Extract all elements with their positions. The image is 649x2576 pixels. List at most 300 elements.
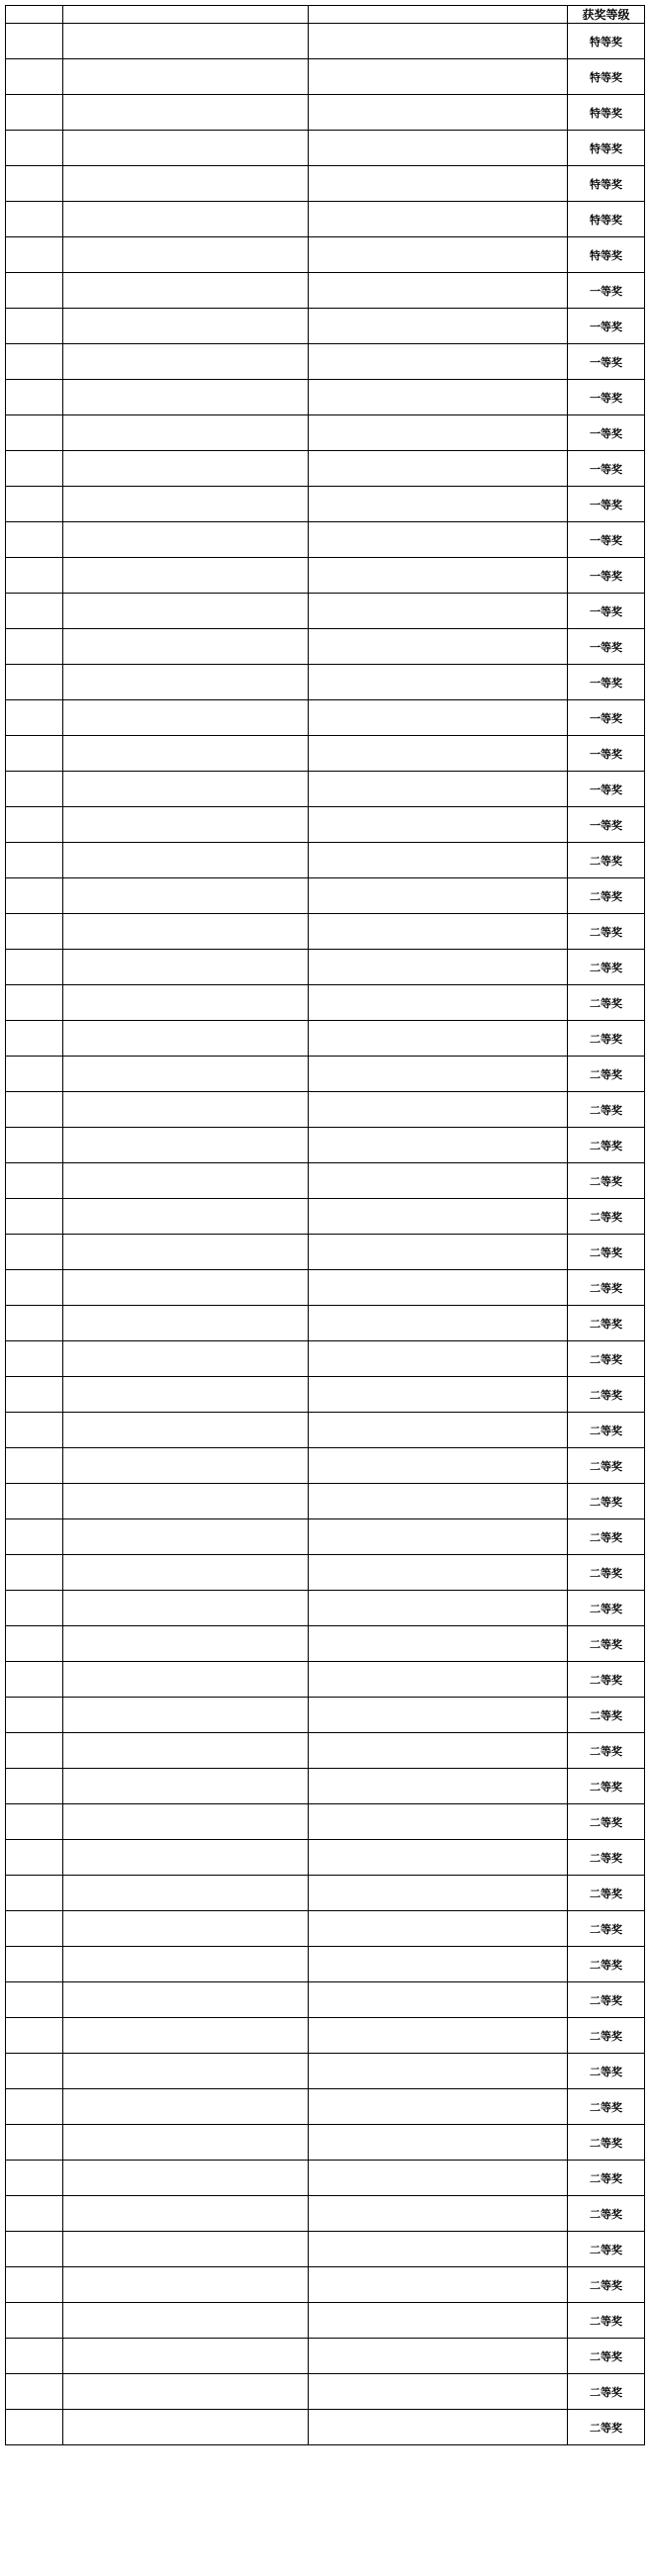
cell-level: 一等奖 bbox=[568, 415, 645, 451]
column-header-no bbox=[6, 6, 63, 24]
cell-unit bbox=[309, 736, 568, 772]
cell-unit bbox=[309, 1733, 568, 1769]
cell-title bbox=[63, 1982, 309, 2018]
table-row bbox=[6, 380, 645, 415]
cell-title bbox=[63, 1057, 309, 1092]
cell-title bbox=[63, 843, 309, 878]
cell-no bbox=[6, 2232, 63, 2267]
cell-unit bbox=[309, 2339, 568, 2374]
table-row bbox=[6, 2125, 645, 2161]
cell-unit bbox=[309, 24, 568, 59]
cell-unit bbox=[309, 451, 568, 487]
cell-unit bbox=[309, 914, 568, 950]
cell-no bbox=[6, 1769, 63, 1804]
cell-title bbox=[63, 1769, 309, 1804]
table-header-row bbox=[6, 6, 645, 24]
table-row bbox=[6, 878, 645, 914]
table-row bbox=[6, 950, 645, 985]
table-row bbox=[6, 985, 645, 1021]
cell-level: 二等奖 bbox=[568, 2018, 645, 2054]
cell-level: 二等奖 bbox=[568, 1876, 645, 1911]
cell-title bbox=[63, 1911, 309, 1947]
cell-title bbox=[63, 2125, 309, 2161]
cell-no bbox=[6, 1662, 63, 1698]
cell-title bbox=[63, 1341, 309, 1377]
cell-title bbox=[63, 309, 309, 344]
table-row bbox=[6, 1626, 645, 1662]
table-row bbox=[6, 736, 645, 772]
cell-level: 二等奖 bbox=[568, 1591, 645, 1626]
cell-title bbox=[63, 415, 309, 451]
cell-unit bbox=[309, 95, 568, 131]
cell-title bbox=[63, 1021, 309, 1057]
cell-no bbox=[6, 1911, 63, 1947]
cell-no bbox=[6, 985, 63, 1021]
cell-no bbox=[6, 807, 63, 843]
cell-title bbox=[63, 131, 309, 166]
cell-no bbox=[6, 2125, 63, 2161]
cell-title bbox=[63, 878, 309, 914]
table-row bbox=[6, 2374, 645, 2410]
cell-unit bbox=[309, 2232, 568, 2267]
cell-unit bbox=[309, 273, 568, 309]
cell-level: 二等奖 bbox=[568, 1982, 645, 2018]
cell-level: 二等奖 bbox=[568, 1840, 645, 1876]
cell-title bbox=[63, 1555, 309, 1591]
cell-title bbox=[63, 1448, 309, 1484]
cell-level: 二等奖 bbox=[568, 2339, 645, 2374]
cell-unit bbox=[309, 1270, 568, 1306]
cell-level: 一等奖 bbox=[568, 344, 645, 380]
cell-unit bbox=[309, 843, 568, 878]
table-row bbox=[6, 344, 645, 380]
cell-level: 一等奖 bbox=[568, 380, 645, 415]
cell-no bbox=[6, 24, 63, 59]
cell-level: 特等奖 bbox=[568, 131, 645, 166]
table-row bbox=[6, 1519, 645, 1555]
table-row bbox=[6, 843, 645, 878]
cell-level: 二等奖 bbox=[568, 1057, 645, 1092]
cell-level: 二等奖 bbox=[568, 2125, 645, 2161]
cell-no bbox=[6, 843, 63, 878]
cell-no bbox=[6, 2303, 63, 2339]
cell-title bbox=[63, 1519, 309, 1555]
table-row bbox=[6, 1591, 645, 1626]
table-row bbox=[6, 415, 645, 451]
cell-title bbox=[63, 95, 309, 131]
table-row bbox=[6, 1270, 645, 1306]
cell-no bbox=[6, 2410, 63, 2445]
cell-level: 特等奖 bbox=[568, 202, 645, 237]
table-row bbox=[6, 2054, 645, 2089]
cell-level: 二等奖 bbox=[568, 878, 645, 914]
cell-unit bbox=[309, 807, 568, 843]
cell-level: 二等奖 bbox=[568, 2374, 645, 2410]
cell-title bbox=[63, 985, 309, 1021]
table-row bbox=[6, 2089, 645, 2125]
table-row bbox=[6, 1876, 645, 1911]
cell-no bbox=[6, 1341, 63, 1377]
cell-level: 二等奖 bbox=[568, 1341, 645, 1377]
table-row bbox=[6, 2267, 645, 2303]
cell-level: 二等奖 bbox=[568, 1092, 645, 1128]
cell-no bbox=[6, 1555, 63, 1591]
table-row bbox=[6, 59, 645, 95]
table-row bbox=[6, 166, 645, 202]
awards-table bbox=[5, 5, 645, 2445]
cell-no bbox=[6, 1840, 63, 1876]
cell-no bbox=[6, 344, 63, 380]
cell-level: 一等奖 bbox=[568, 594, 645, 629]
cell-title bbox=[63, 522, 309, 558]
cell-title bbox=[63, 2018, 309, 2054]
cell-level: 二等奖 bbox=[568, 1519, 645, 1555]
cell-no bbox=[6, 594, 63, 629]
cell-level: 二等奖 bbox=[568, 2161, 645, 2196]
cell-no bbox=[6, 1484, 63, 1519]
cell-title bbox=[63, 59, 309, 95]
cell-title bbox=[63, 1092, 309, 1128]
table-row bbox=[6, 1555, 645, 1591]
cell-unit bbox=[309, 1128, 568, 1163]
cell-title bbox=[63, 24, 309, 59]
cell-title bbox=[63, 1840, 309, 1876]
cell-unit bbox=[309, 1199, 568, 1235]
table-row bbox=[6, 594, 645, 629]
cell-title bbox=[63, 1270, 309, 1306]
cell-unit bbox=[309, 1804, 568, 1840]
table-row bbox=[6, 914, 645, 950]
cell-unit bbox=[309, 1092, 568, 1128]
table-row bbox=[6, 1982, 645, 2018]
cell-title bbox=[63, 451, 309, 487]
cell-title bbox=[63, 914, 309, 950]
cell-no bbox=[6, 1733, 63, 1769]
cell-level: 二等奖 bbox=[568, 1377, 645, 1413]
table-row bbox=[6, 1662, 645, 1698]
cell-no bbox=[6, 2374, 63, 2410]
cell-unit bbox=[309, 665, 568, 700]
cell-no bbox=[6, 2054, 63, 2089]
cell-unit bbox=[309, 2374, 568, 2410]
cell-no bbox=[6, 1163, 63, 1199]
table-row bbox=[6, 1840, 645, 1876]
table-row bbox=[6, 273, 645, 309]
column-header-level: 获奖等级 bbox=[568, 6, 645, 24]
cell-level: 二等奖 bbox=[568, 1662, 645, 1698]
table-row bbox=[6, 1235, 645, 1270]
table-row bbox=[6, 1698, 645, 1733]
cell-title bbox=[63, 344, 309, 380]
table-row bbox=[6, 2303, 645, 2339]
cell-unit bbox=[309, 629, 568, 665]
cell-no bbox=[6, 1270, 63, 1306]
cell-level: 二等奖 bbox=[568, 950, 645, 985]
cell-title bbox=[63, 2161, 309, 2196]
cell-level: 二等奖 bbox=[568, 2054, 645, 2089]
cell-level: 二等奖 bbox=[568, 1270, 645, 1306]
cell-no bbox=[6, 878, 63, 914]
cell-unit bbox=[309, 985, 568, 1021]
cell-title bbox=[63, 1163, 309, 1199]
cell-level: 一等奖 bbox=[568, 273, 645, 309]
cell-title bbox=[63, 1804, 309, 1840]
cell-unit bbox=[309, 558, 568, 594]
cell-title bbox=[63, 380, 309, 415]
cell-unit bbox=[309, 1911, 568, 1947]
cell-unit bbox=[309, 2267, 568, 2303]
table-row bbox=[6, 1448, 645, 1484]
cell-title bbox=[63, 700, 309, 736]
cell-no bbox=[6, 1876, 63, 1911]
cell-no bbox=[6, 522, 63, 558]
cell-unit bbox=[309, 1377, 568, 1413]
cell-unit bbox=[309, 1519, 568, 1555]
table-row bbox=[6, 1341, 645, 1377]
cell-unit bbox=[309, 237, 568, 273]
cell-no bbox=[6, 629, 63, 665]
cell-unit bbox=[309, 878, 568, 914]
cell-title bbox=[63, 1626, 309, 1662]
cell-title bbox=[63, 1484, 309, 1519]
cell-unit bbox=[309, 415, 568, 451]
cell-level: 特等奖 bbox=[568, 237, 645, 273]
cell-level: 二等奖 bbox=[568, 1911, 645, 1947]
cell-no bbox=[6, 309, 63, 344]
cell-unit bbox=[309, 2125, 568, 2161]
cell-no bbox=[6, 1413, 63, 1448]
table-row bbox=[6, 2232, 645, 2267]
cell-unit bbox=[309, 1698, 568, 1733]
cell-unit bbox=[309, 1840, 568, 1876]
cell-no bbox=[6, 1947, 63, 1982]
table-row bbox=[6, 2161, 645, 2196]
cell-unit bbox=[309, 2410, 568, 2445]
table-row bbox=[6, 2410, 645, 2445]
cell-unit bbox=[309, 700, 568, 736]
cell-level: 特等奖 bbox=[568, 59, 645, 95]
cell-level: 二等奖 bbox=[568, 1413, 645, 1448]
table-row bbox=[6, 807, 645, 843]
table-row bbox=[6, 1947, 645, 1982]
table-row bbox=[6, 309, 645, 344]
cell-no bbox=[6, 1057, 63, 1092]
table-row bbox=[6, 1769, 645, 1804]
cell-title bbox=[63, 1235, 309, 1270]
cell-unit bbox=[309, 594, 568, 629]
table-row bbox=[6, 131, 645, 166]
cell-title bbox=[63, 2196, 309, 2232]
cell-level: 二等奖 bbox=[568, 1804, 645, 1840]
cell-unit bbox=[309, 2196, 568, 2232]
cell-unit bbox=[309, 202, 568, 237]
cell-no bbox=[6, 700, 63, 736]
table-row bbox=[6, 1092, 645, 1128]
cell-level: 特等奖 bbox=[568, 24, 645, 59]
cell-level: 二等奖 bbox=[568, 1306, 645, 1341]
cell-unit bbox=[309, 2089, 568, 2125]
cell-unit bbox=[309, 131, 568, 166]
cell-no bbox=[6, 131, 63, 166]
cell-no bbox=[6, 772, 63, 807]
cell-level: 二等奖 bbox=[568, 1448, 645, 1484]
table-row bbox=[6, 700, 645, 736]
cell-title bbox=[63, 772, 309, 807]
cell-unit bbox=[309, 487, 568, 522]
cell-title bbox=[63, 2089, 309, 2125]
cell-unit bbox=[309, 1163, 568, 1199]
cell-unit bbox=[309, 1235, 568, 1270]
cell-unit bbox=[309, 1306, 568, 1341]
table-row bbox=[6, 237, 645, 273]
table-row bbox=[6, 2196, 645, 2232]
cell-no bbox=[6, 1519, 63, 1555]
cell-no bbox=[6, 558, 63, 594]
cell-unit bbox=[309, 2161, 568, 2196]
cell-unit bbox=[309, 950, 568, 985]
table-row bbox=[6, 487, 645, 522]
cell-title bbox=[63, 237, 309, 273]
table-row bbox=[6, 1377, 645, 1413]
table-row bbox=[6, 2018, 645, 2054]
cell-title bbox=[63, 487, 309, 522]
table-body bbox=[6, 24, 645, 2445]
table-row bbox=[6, 451, 645, 487]
cell-no bbox=[6, 487, 63, 522]
cell-level: 二等奖 bbox=[568, 985, 645, 1021]
cell-level: 二等奖 bbox=[568, 2303, 645, 2339]
cell-level: 一等奖 bbox=[568, 487, 645, 522]
cell-unit bbox=[309, 1413, 568, 1448]
cell-level: 二等奖 bbox=[568, 914, 645, 950]
cell-unit bbox=[309, 1876, 568, 1911]
cell-title bbox=[63, 807, 309, 843]
cell-unit bbox=[309, 59, 568, 95]
cell-level: 二等奖 bbox=[568, 2232, 645, 2267]
cell-level: 二等奖 bbox=[568, 2267, 645, 2303]
table-row bbox=[6, 1163, 645, 1199]
cell-title bbox=[63, 2374, 309, 2410]
cell-unit bbox=[309, 1448, 568, 1484]
cell-unit bbox=[309, 1057, 568, 1092]
cell-no bbox=[6, 415, 63, 451]
cell-no bbox=[6, 1128, 63, 1163]
cell-level: 二等奖 bbox=[568, 1555, 645, 1591]
cell-title bbox=[63, 2232, 309, 2267]
cell-unit bbox=[309, 2018, 568, 2054]
cell-no bbox=[6, 2196, 63, 2232]
cell-title bbox=[63, 2410, 309, 2445]
cell-no bbox=[6, 1377, 63, 1413]
cell-no bbox=[6, 2089, 63, 2125]
cell-title bbox=[63, 558, 309, 594]
cell-no bbox=[6, 1306, 63, 1341]
cell-no bbox=[6, 451, 63, 487]
cell-no bbox=[6, 273, 63, 309]
cell-title bbox=[63, 1733, 309, 1769]
cell-title bbox=[63, 1377, 309, 1413]
cell-level: 二等奖 bbox=[568, 843, 645, 878]
cell-title bbox=[63, 1128, 309, 1163]
cell-no bbox=[6, 950, 63, 985]
table-row bbox=[6, 629, 645, 665]
table-row bbox=[6, 1021, 645, 1057]
cell-level: 一等奖 bbox=[568, 522, 645, 558]
cell-unit bbox=[309, 1626, 568, 1662]
cell-unit bbox=[309, 2054, 568, 2089]
cell-level: 一等奖 bbox=[568, 736, 645, 772]
cell-title bbox=[63, 950, 309, 985]
cell-no bbox=[6, 665, 63, 700]
table-row bbox=[6, 2339, 645, 2374]
cell-no bbox=[6, 1448, 63, 1484]
cell-no bbox=[6, 914, 63, 950]
cell-unit bbox=[309, 522, 568, 558]
cell-level: 二等奖 bbox=[568, 1021, 645, 1057]
cell-title bbox=[63, 1876, 309, 1911]
cell-unit bbox=[309, 1591, 568, 1626]
cell-level: 二等奖 bbox=[568, 1769, 645, 1804]
cell-title bbox=[63, 1413, 309, 1448]
cell-no bbox=[6, 1235, 63, 1270]
cell-unit bbox=[309, 772, 568, 807]
cell-title bbox=[63, 736, 309, 772]
cell-title bbox=[63, 1947, 309, 1982]
table-row bbox=[6, 1804, 645, 1840]
column-header-title bbox=[63, 6, 309, 24]
table-row bbox=[6, 1484, 645, 1519]
cell-no bbox=[6, 1626, 63, 1662]
cell-unit bbox=[309, 1662, 568, 1698]
cell-level: 二等奖 bbox=[568, 1947, 645, 1982]
cell-level: 二等奖 bbox=[568, 1163, 645, 1199]
cell-level: 一等奖 bbox=[568, 807, 645, 843]
cell-no bbox=[6, 166, 63, 202]
cell-level: 二等奖 bbox=[568, 1128, 645, 1163]
table-row bbox=[6, 1413, 645, 1448]
table-row bbox=[6, 1057, 645, 1092]
cell-level: 二等奖 bbox=[568, 1235, 645, 1270]
cell-title bbox=[63, 594, 309, 629]
cell-unit bbox=[309, 309, 568, 344]
cell-no bbox=[6, 2267, 63, 2303]
cell-level: 一等奖 bbox=[568, 629, 645, 665]
cell-level: 二等奖 bbox=[568, 1626, 645, 1662]
table-row bbox=[6, 772, 645, 807]
cell-no bbox=[6, 59, 63, 95]
cell-title bbox=[63, 202, 309, 237]
cell-level: 二等奖 bbox=[568, 1698, 645, 1733]
table-row bbox=[6, 1199, 645, 1235]
cell-level: 二等奖 bbox=[568, 1733, 645, 1769]
cell-no bbox=[6, 736, 63, 772]
cell-unit bbox=[309, 1982, 568, 2018]
cell-no bbox=[6, 2339, 63, 2374]
table-row bbox=[6, 1128, 645, 1163]
cell-title bbox=[63, 166, 309, 202]
cell-title bbox=[63, 1662, 309, 1698]
table-row bbox=[6, 1306, 645, 1341]
table-row bbox=[6, 665, 645, 700]
cell-unit bbox=[309, 1947, 568, 1982]
cell-level: 一等奖 bbox=[568, 451, 645, 487]
cell-unit bbox=[309, 166, 568, 202]
cell-no bbox=[6, 1804, 63, 1840]
cell-title bbox=[63, 1306, 309, 1341]
table-row bbox=[6, 95, 645, 131]
cell-unit bbox=[309, 1341, 568, 1377]
cell-no bbox=[6, 1199, 63, 1235]
